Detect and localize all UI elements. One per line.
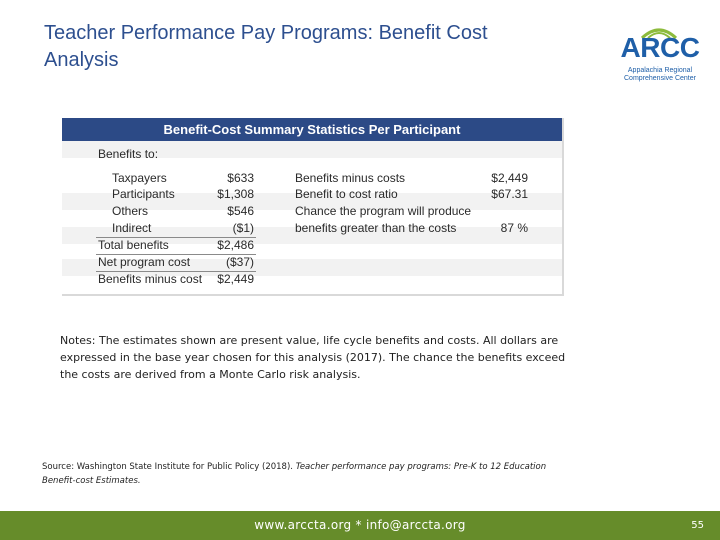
right-row-label: Benefit to cost ratio (295, 187, 398, 201)
logo-wordmark: ARCC (620, 32, 700, 63)
slide-title-line-2: Analysis (44, 49, 119, 71)
source-title-line-1: Teacher performance pay programs: Pre-K to 12 Education (295, 462, 547, 472)
logo-subtitle (614, 67, 706, 83)
logo-subtitle-line-2: Comprehensive Center (624, 75, 696, 82)
footer-bar (0, 511, 720, 540)
left-row-value: ($1) (232, 221, 254, 235)
slide-title-line-1: Teacher Performance Pay Programs: Benefit Cost (44, 22, 488, 44)
right-row-value: $2,449 (491, 171, 528, 185)
net-program-cost-value: ($37) (225, 255, 254, 269)
source-title-line-2: Benefit-cost Estimates. (42, 476, 141, 486)
benefits-minus-cost-value: $2,449 (217, 272, 254, 286)
source-citation (42, 460, 602, 488)
right-row-label: benefits greater than the costs (295, 221, 457, 235)
left-row-label: Others (112, 204, 149, 218)
left-row-label: Indirect (112, 221, 152, 235)
total-benefits-value: $2,486 (217, 238, 254, 252)
right-row-value: $67.31 (491, 187, 528, 201)
page-number: 55 (691, 520, 704, 531)
right-row-label: Benefits minus costs (295, 171, 406, 185)
source-prefix: Source: Washington State Institute for Public Policy (2018). (42, 462, 296, 472)
notes-line-1: Notes: The estimates shown are present value, life cycle benefits and costs. All dollars are (60, 334, 559, 347)
benefits-minus-cost-label: Benefits minus cost (98, 272, 203, 286)
right-row-label: Chance the program will produce (295, 204, 472, 218)
left-row-value: $1,308 (217, 187, 254, 201)
benefits-to-label: Benefits to: (98, 147, 159, 161)
arcc-logo (614, 20, 704, 82)
notes-line-2: expressed in the base year chosen for this analysis (2017). The chance the benefits exceed (60, 351, 566, 364)
left-row-value: $633 (227, 171, 254, 185)
right-row-value: 87 % (500, 221, 528, 235)
table-heading: Benefit-Cost Summary Statistics Per Participant (62, 118, 562, 141)
footer-contact: www.arccta.org * info@arccta.org (254, 518, 466, 532)
net-program-cost-label: Net program cost (98, 255, 191, 269)
notes-line-3: the costs are derived from a Monte Carlo risk analysis. (60, 368, 361, 381)
slide-title (44, 20, 624, 74)
left-row-label: Taxpayers (112, 171, 167, 185)
notes-paragraph (60, 332, 590, 383)
total-benefits-label: Total benefits (98, 238, 169, 252)
left-row-label: Participants (112, 187, 175, 201)
benefit-cost-table (62, 118, 564, 296)
logo-subtitle-line-1: Appalachia Regional (627, 67, 693, 74)
left-row-value: $546 (227, 204, 254, 218)
